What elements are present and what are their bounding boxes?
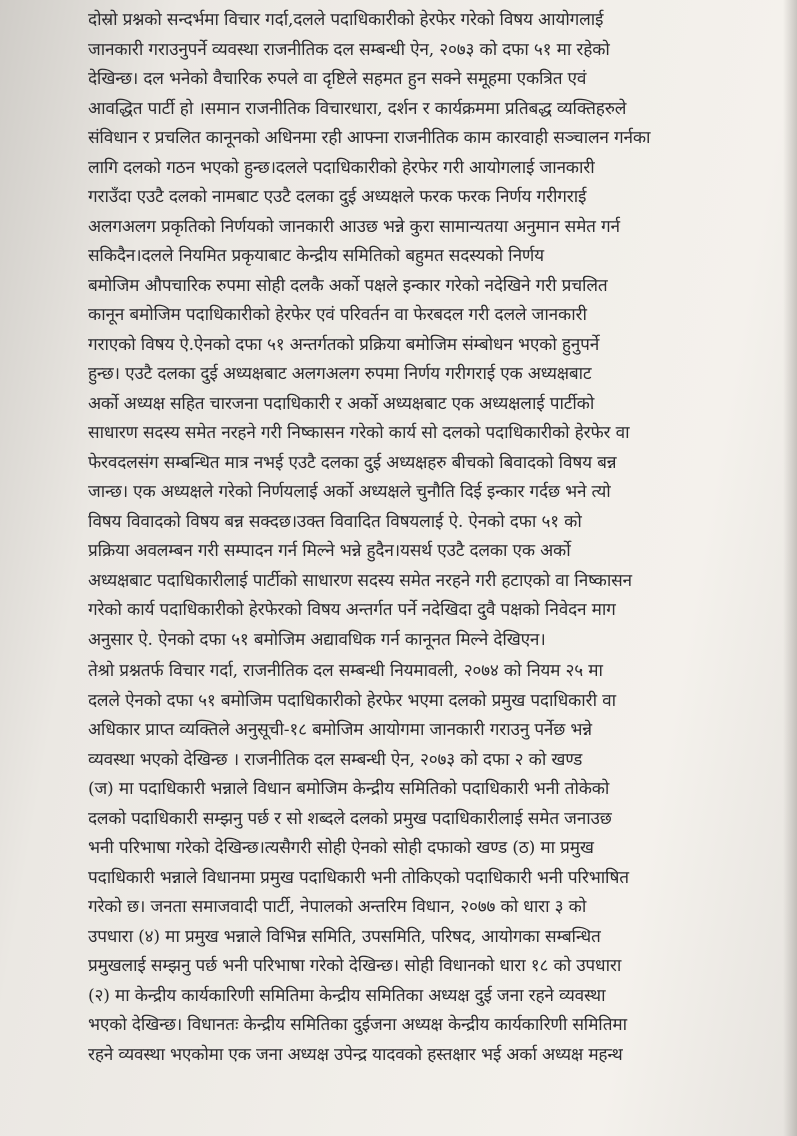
paragraph-third-question bbox=[88, 657, 788, 1070]
text-line: व्यवस्था भएको देखिन्छ । राजनीतिक दल सम्बन्धी ऐन, २०७३ को दफा २ को खण्ड bbox=[88, 749, 583, 770]
text-line: दलले ऐनको दफा ५१ बमोजिम पदाधिकारीको हेरफेर भएमा दलको प्रमुख पदाधिकारी वा bbox=[88, 690, 616, 711]
text-line: गरेको छ। जनता समाजवादी पार्टी, नेपालको अन्तरिम विधान, २०७७ को धारा ३ को bbox=[88, 897, 587, 917]
text-line: दोस्रो प्रश्नको सन्दर्भमा विचार गर्दा,दलले पदाधिकारीको हेरफेर गरेको विषय आयोगलाई bbox=[88, 10, 604, 30]
text-line: सकिदैन।दलले नियमित प्रकृयाबाट केन्द्रीय समितिको बहुमत सदस्यको निर्णय bbox=[88, 246, 544, 266]
text-line: प्रमुखलाई सम्झनु पर्छ भनी परिभाषा गरेको देखिन्छ। सोही विधानको धारा १८ को उपधारा bbox=[88, 956, 622, 976]
text-line: जान्छ। एक अध्यक्षले गरेको निर्णयलाई अर्को अध्यक्षले चुनौति दिई इन्कार गर्दछ भने त्यो bbox=[88, 482, 611, 502]
text-line: अलगअलग प्रकृतिको निर्णयको जानकारी आउछ भन्ने कुरा सामान्यतया अनुमान समेत गर्न bbox=[88, 216, 620, 237]
text-line: बमोजिम औपचारिक रुपमा सोही दलकै अर्को पक्षले इन्कार गरेको नदेखिने गरी प्रचलित bbox=[88, 275, 608, 296]
text-line: रहने व्यवस्था भएकोमा एक जना अध्यक्ष उपेन्द्र यादवको हस्तक्षार भई अर्का अध्यक्ष महन्थ bbox=[88, 1044, 623, 1065]
text-line: गराउँदा एउटै दलको नामबाट एउटै दलका दुई अध्यक्षले फरक फरक निर्णय गरीगराई bbox=[88, 187, 587, 207]
text-line: (२) मा केन्द्रीय कार्यकारिणी समितिमा केन्द्रीय समितिका अध्यक्ष दुई जना रहने व्यवस्था bbox=[88, 985, 606, 1006]
text-line: भएको देखिन्छ। विधानतः केन्द्रीय समितिका दुईजना अध्यक्ष केन्द्रीय कार्यकारिणी समितिमा bbox=[88, 1015, 627, 1035]
text-line: अनुसार ऐ. ऐनको दफा ५१ बमोजिम अद्यावधिक गर्न कानूनत मिल्ने देखिएन। bbox=[88, 629, 546, 650]
text-line: उपधारा (४) मा प्रमुख भन्नाले विभिन्न समिति, उपसमिति, परिषद, आयोगका सम्बन्धित bbox=[88, 926, 601, 947]
text-line: अधिकार प्राप्त व्यक्तिले अनुसूची-१८ बमोजिम आयोगमा जानकारी गराउनु पर्नेछ भन्ने bbox=[88, 720, 592, 740]
text-line: गराएको विषय ऐ.ऐनको दफा ५१ अन्तर्गतको प्रक्रिया बमोजिम संम्बोधन भएको हुनुपर्ने bbox=[88, 334, 600, 355]
text-line: देखिन्छ। दल भनेको वैचारिक रुपले वा दृष्टिले सहमत हुन सक्ने समूहमा एकत्रित एवं bbox=[88, 69, 587, 89]
text-line: लागि दलको गठन भएको हुन्छ।दलले पदाधिकारीको हेरफेर गरी आयोगलाई जानकारी bbox=[88, 157, 595, 178]
text-line: जानकारी गराउनुपर्ने व्यवस्था राजनीतिक दल सम्बन्धी ऐन, २०७३ को दफा ५१ मा रहेको bbox=[88, 39, 610, 60]
text-line: (ज) मा पदाधिकारी भन्नाले विधान बमोजिम केन्द्रीय समितिको पदाधिकारी भनी तोकेको bbox=[88, 779, 610, 799]
text-line: संविधान र प्रचलित कानूनको अधिनमा रही आफ्ना राजनीतिक काम कारवाही सञ्चालन गर्नका bbox=[88, 128, 651, 148]
text-line: दलको पदाधिकारी सम्झनु पर्छ र सो शब्दले दलको प्रमुख पदाधिकारीलाई समेत जनाउछ bbox=[88, 808, 612, 829]
text-line: अर्को अध्यक्ष सहित चारजना पदाधिकारी र अर्को अध्यक्षबाट एक अध्यक्षलाई पार्टीको bbox=[88, 393, 595, 414]
text-line: विषय विवादको विषय बन्न सक्दछ।उक्त विवादित विषयलाई ऐ. ऐनको दफा ५१ को bbox=[88, 511, 582, 532]
text-line: पदाधिकारी भन्नाले विधानमा प्रमुख पदाधिकारी भनी तोकिएको पदाधिकारी भनी परिभाषित bbox=[88, 867, 629, 888]
paragraph-second-question bbox=[88, 6, 788, 655]
text-line: हुन्छ। एउटै दलका दुई अध्यक्षबाट अलगअलग रुपमा निर्णय गरीगराई एक अध्यक्षबाट bbox=[88, 364, 592, 384]
text-line: साधारण सदस्य समेत नरहने गरी निष्कासन गरेको कार्य सो दलको पदाधिकारीको हेरफेर वा bbox=[88, 423, 630, 443]
text-line: भनी परिभाषा गरेको देखिन्छ।त्यसैगरी सोही ऐनको सोही दफाको खण्ड (ठ) मा प्रमुख bbox=[88, 838, 594, 858]
document-text-body bbox=[88, 6, 788, 1070]
text-line: गरेको कार्य पदाधिकारीको हेरफेरको विषय अन्तर्गत पर्ने नदेखिदा दुवै पक्षको निवेदन माग bbox=[88, 600, 616, 620]
text-line: कानून बमोजिम पदाधिकारीको हेरफेर एवं परिवर्तन वा फेरबदल गरी दलले जानकारी bbox=[88, 305, 587, 325]
text-line: तेश्रो प्रश्नतर्फ विचार गर्दा, राजनीतिक दल सम्बन्धी नियमावली, २०७४ को नियम २५ मा bbox=[88, 661, 603, 681]
text-line: आवद्धित पार्टी हो ।समान राजनीतिक विचारधारा, दर्शन र कार्यक्रममा प्रतिबद्ध व्यक्तिहरुले bbox=[88, 98, 627, 119]
text-line: फेरवदलसंग सम्बन्धित मात्र नभई एउटै दलका दुई अध्यक्षहरु बीचको बिवादको विषय बन्न bbox=[88, 452, 617, 473]
text-line: अध्यक्षबाट पदाधिकारीलाई पार्टीको साधारण सदस्य समेत नरहने गरी हटाएको वा निष्कासन bbox=[88, 570, 632, 591]
text-line: प्रक्रिया अवलम्बन गरी सम्पादन गर्न मिल्ने भन्ने हुदैन।यसर्थ एउटै दलका एक अर्को bbox=[88, 541, 571, 561]
